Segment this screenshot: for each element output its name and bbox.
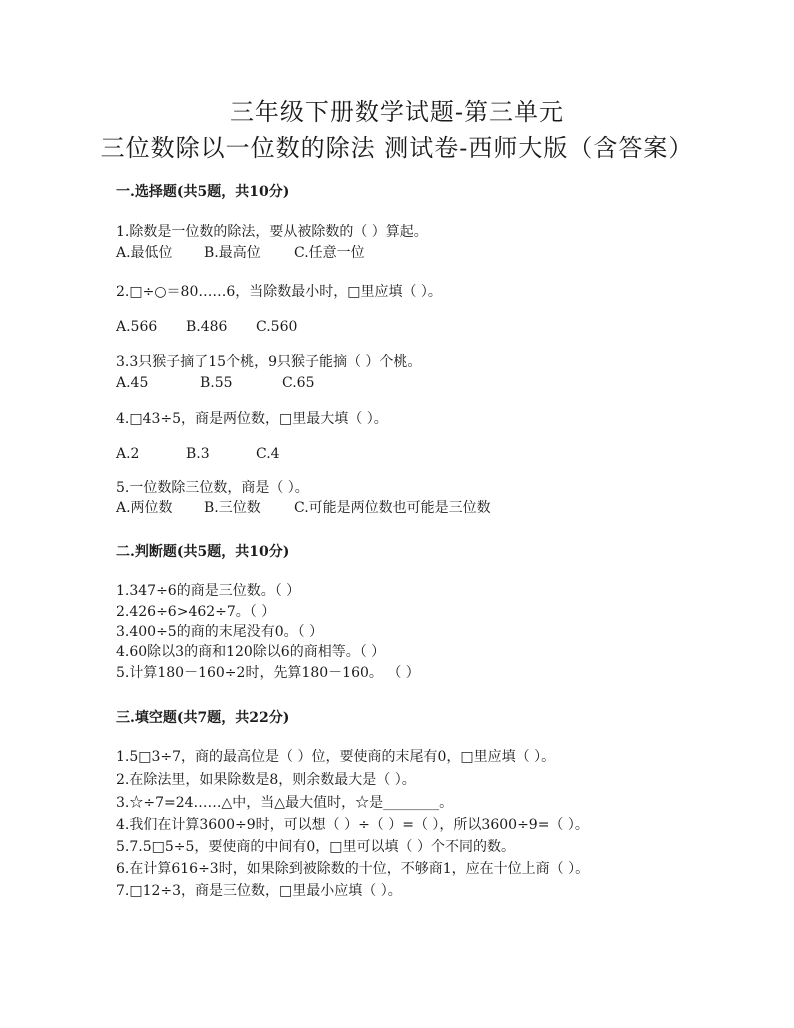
question-stem: 4.□43÷5，商是两位数，□里最大填（ ）。 [116, 411, 388, 427]
option: C.可能是两位数也可能是三位数 [294, 500, 491, 516]
option: B.486 [186, 319, 228, 335]
option: A.两位数 [116, 500, 173, 516]
question-stem: 1.除数是一位数的除法，要从被除数的（ ）算起。 [116, 224, 428, 240]
question-stem: 2.□÷○＝80……6，当除数最小时，□里应填（ ）。 [116, 284, 442, 300]
option: A.45 [116, 375, 149, 391]
option: A.2 [116, 446, 140, 462]
fill-blank-item: 2.在除法里，如果除数是8，则余数最大是（ ）。 [116, 772, 416, 788]
option: C.4 [256, 446, 280, 462]
fill-blank-item: 1.5□3÷7，商的最高位是（ ）位，要使商的末尾有0，□里应填（ ）。 [116, 749, 556, 765]
section-heading-fill-blank: 三.填空题(共7题，共22分) [116, 710, 290, 726]
option: C.560 [256, 319, 298, 335]
judgement-item: 3.400÷5的商的末尾没有0。（ ） [116, 624, 324, 640]
option: C.65 [282, 375, 315, 391]
option: A.566 [116, 319, 158, 335]
option: B.3 [186, 446, 210, 462]
title-line-1: 三年级下册数学试题-第三单元 [229, 98, 565, 126]
option: B.最高位 [204, 245, 261, 261]
title-line-2: 三位数除以一位数的除法 测试卷-西师大版（含答案） [100, 134, 694, 162]
section-heading-judgement: 二.判断题(共5题，共10分) [116, 544, 290, 560]
fill-blank-item: 4.我们在计算3600÷9时，可以想（ ）÷（ ）=（ ），所以3600÷9=（ ）。 [116, 817, 589, 833]
judgement-item: 1.347÷6的商是三位数。（ ） [116, 583, 301, 599]
judgement-item: 4.60除以3的商和120除以6的商相等。（ ） [116, 644, 386, 660]
fill-blank-item: 6.在计算616÷3时，如果除到被除数的十位，不够商1，应在十位上商（ ）。 [116, 861, 590, 877]
judgement-item: 5.计算180－160÷2时，先算180－160。 （ ） [116, 665, 420, 681]
fill-blank-item: 7.□12÷3，商是三位数，□里最小应填（ ）。 [116, 883, 402, 899]
option: B.三位数 [204, 500, 261, 516]
question-stem: 5.一位数除三位数，商是（ ）。 [116, 480, 309, 496]
fill-blank-item: 5.7.5□5÷5，要使商的中间有0，□里可以填（ ）个不同的数。 [116, 839, 515, 855]
judgement-item: 2.426÷6>462÷7。（ ） [116, 604, 276, 620]
option: A.最低位 [116, 245, 173, 261]
fill-blank-item: 3.☆÷7=24……△中，当△最大值时，☆是________。 [116, 795, 454, 811]
section-heading-choice: 一.选择题(共5题，共10分) [116, 184, 290, 200]
question-stem: 3.3只猴子摘了15个桃，9只猴子能摘（ ）个桃。 [116, 354, 422, 370]
option: B.55 [200, 375, 233, 391]
option: C.任意一位 [294, 245, 365, 261]
